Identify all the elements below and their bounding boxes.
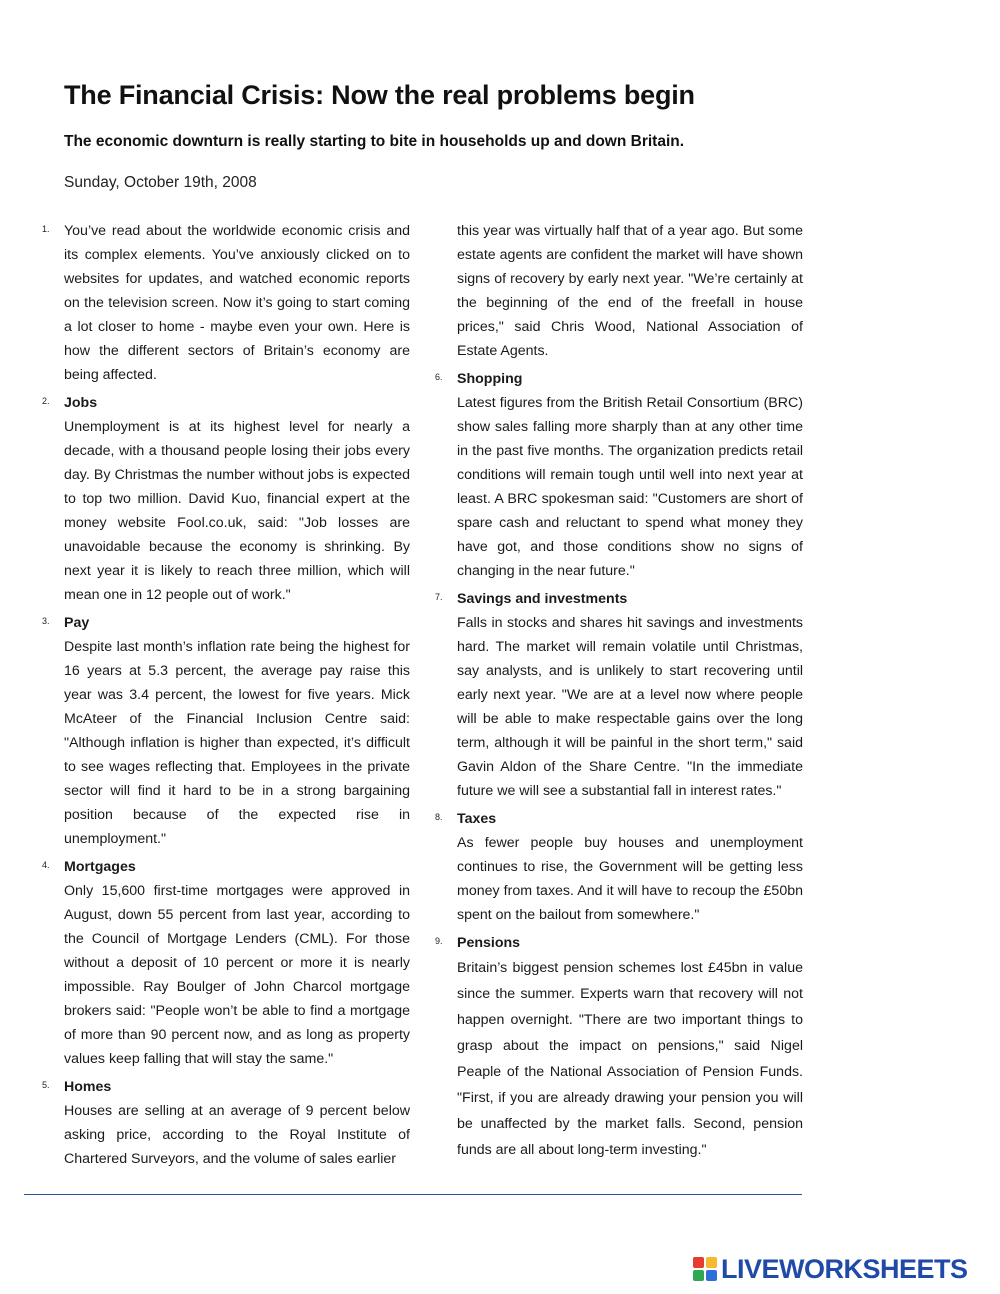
section-body: Latest figures from the British Retail Consortium (BRC) show sales falling more sharply than at any other time in the past five months. The organization predicts retail conditions will remain tough until well into next year at least. A BRC spokesman said: "Customers are short of spare cash and reluctant to spend what money they have got, and those conditions show no signs of changing in the near future.": [457, 395, 803, 579]
section-savings: [435, 587, 803, 803]
left-column: [42, 219, 410, 1175]
section-body: Despite last month’s inflation rate being the highest for 16 years at 5.3 percent, the average pay raise this year was 3.4 percent, the lowest for five years. Mick McAteer of the Financial Inclusion Centre said: "Although inflation is higher than expected, it’s difficult to see wages reflecting that. Employees in the private sector will find it hard to be in a strong bargaining position because of the expected rise in unemployment.": [64, 639, 410, 847]
section-body: Britain’s biggest pension schemes lost £45bn in value since the summer. Experts warn that recovery will not happen overnight. "There are two important things to grasp about the impact on pensions," said Nigel Peaple of the National Association of Pension Funds. "First, if you are already drawing your pension you will be unaffected by the market falls. Second, pension funds are all about long-term investing.": [457, 960, 803, 1158]
section-number: 6.: [435, 372, 443, 382]
section-body: Falls in stocks and shares hit savings and investments hard. The market will remain volatile until Christmas, say analysts, and is unlikely to start recovering until early next year. "We are at a level now where people will be able to make respectable gains over the long term, although it will be painful in the short term," said Gavin Aldon of the Share Centre. "In the immediate future we will see a substantial fall in interest rates.": [457, 615, 803, 799]
section-number: 1.: [42, 224, 50, 234]
logo-text: LIVEWORKSHEETS: [721, 1253, 968, 1284]
section-pay: [42, 611, 410, 851]
section-number: 4.: [42, 860, 50, 870]
section-heading: Savings and investments: [457, 591, 628, 607]
section-shopping: [435, 367, 803, 583]
section-body: Houses are selling at an average of 9 percent below asking price, according to the Royal Institute of Chartered Surveyors, and the volume of sales earlier: [64, 1103, 410, 1167]
section-body: Only 15,600 first-time mortgages were approved in August, down 55 percent from last year, according to the Council of Mortgage Lenders (CML). For those without a deposit of 10 percent or more it is nearly impossible. Ray Boulger of John Charcol mortgage brokers said: "People won’t be able to find a mortgage of more than 90 percent now, and as long as property values keep falling that will stay the same.": [64, 883, 410, 1067]
section-heading: Homes: [64, 1079, 112, 1095]
section-number: 3.: [42, 616, 50, 626]
section-taxes: [435, 807, 803, 927]
logo-block: [706, 1257, 717, 1268]
bottom-divider: [24, 1194, 802, 1195]
section-heading: Pay: [64, 615, 90, 631]
section-number: 2.: [42, 396, 50, 406]
logo-block: [693, 1270, 704, 1281]
section-number: 7.: [435, 592, 443, 602]
article-date: Sunday, October 19th, 2008: [64, 174, 257, 191]
section-body: Unemployment is at its highest level for nearly a decade, with a thousand people losing their jobs every day. By Christmas the number without jobs is expected to top two million. David Kuo, financial expert at the money website Fool.co.uk, said: "Job losses are unavoidable because the economy is shrinking. By next year it is likely to reach three million, which will mean one in 12 people out of work.": [64, 419, 410, 603]
section-body: this year was virtually half that of a year ago. But some estate agents are confident the market will have shown signs of recovery by early next year. "We’re certainly at the beginning of the end of the freefall in house prices," said Chris Wood, National Association of Estate Agents.: [457, 223, 803, 359]
section-heading: Jobs: [64, 395, 98, 411]
article-title: The Financial Crisis: Now the real problems begin: [64, 80, 695, 110]
section-body: As fewer people buy houses and unemployment continues to rise, the Government will be getting less money from taxes. And it will have to recoup the £50bn spent on the bailout from somewhere.": [457, 835, 803, 923]
logo-block: [706, 1270, 717, 1281]
right-column: [435, 219, 803, 1167]
section-number: 8.: [435, 812, 443, 822]
section-jobs: [42, 391, 410, 607]
liveworksheets-logo[interactable]: [693, 1252, 968, 1286]
section-heading: Mortgages: [64, 859, 136, 875]
section-number: 5.: [42, 1080, 50, 1090]
section-heading: Shopping: [457, 371, 523, 387]
section-body: You’ve read about the worldwide economic crisis and its complex elements. You’ve anxiously clicked on to websites for updates, and watched economic reports on the television screen. Now it’s going to start coming a lot closer to home - maybe even your own. Here is how the different sectors of Britain’s economy are being affected.: [64, 223, 410, 383]
section-heading: Pensions: [457, 935, 521, 951]
section-homes: [42, 1075, 410, 1171]
section-intro: [42, 219, 410, 387]
section-number: 9.: [435, 936, 443, 946]
section-mortgages: [42, 855, 410, 1071]
article-subtitle: The economic downturn is really starting to bite in households up and down Britain.: [64, 133, 685, 150]
logo-blocks-icon: [693, 1257, 717, 1281]
section-heading: Taxes: [457, 811, 497, 827]
logo-block: [693, 1257, 704, 1268]
section-homes-continued: [457, 219, 803, 363]
section-pensions: [435, 931, 803, 1163]
